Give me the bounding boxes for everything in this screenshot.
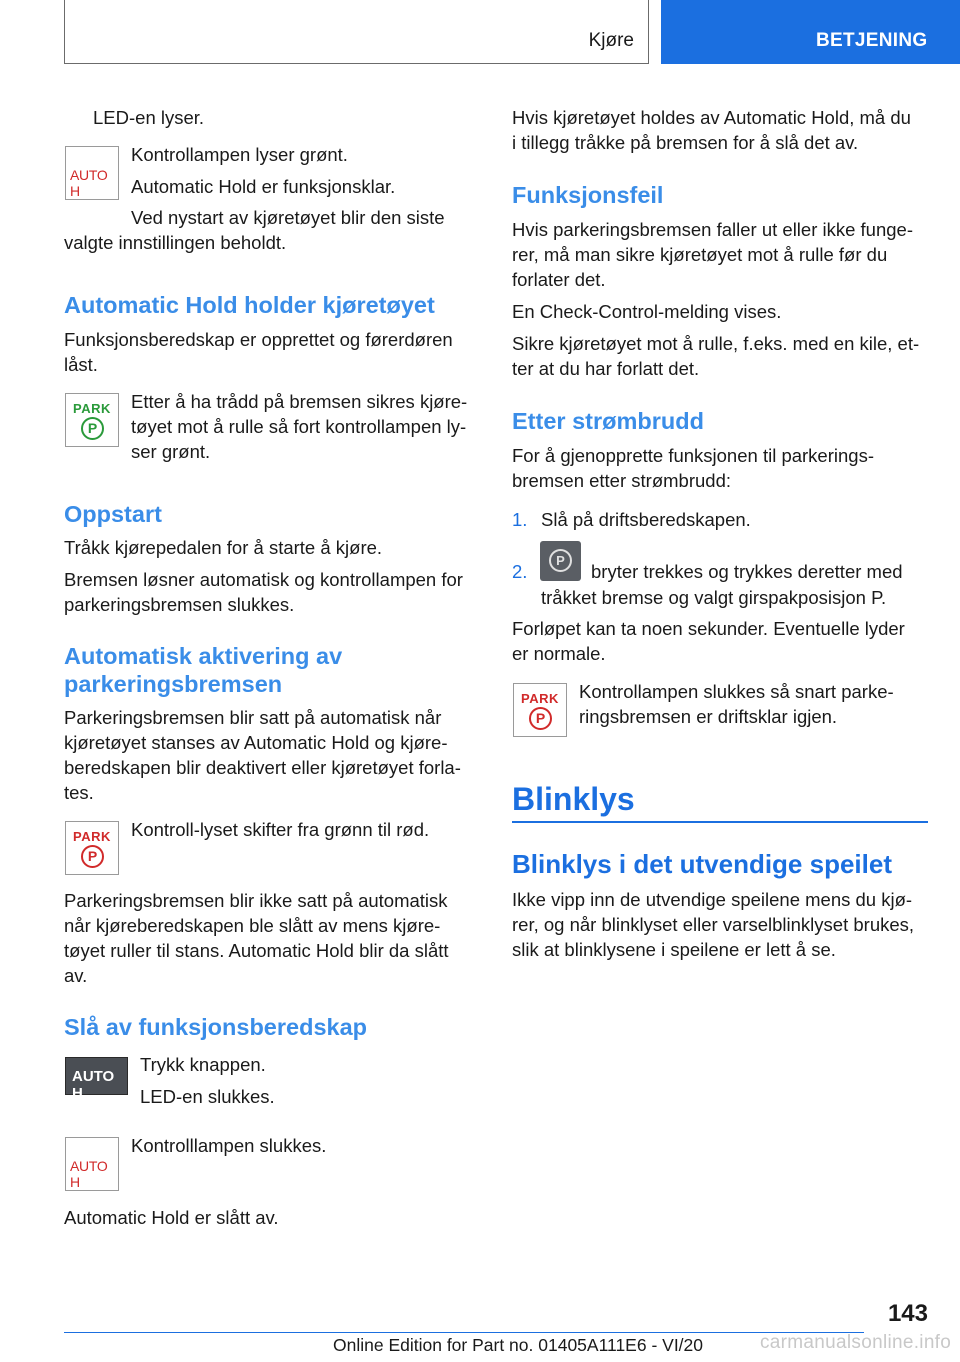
- paragraph: Kontrolllampen slukkes.: [131, 1135, 327, 1156]
- paragraph: LED-en lyser.: [93, 107, 205, 128]
- paragraph: Kontroll-lyset skifter fra grønn til rød.: [131, 819, 430, 840]
- heading-oppstart: Oppstart: [64, 501, 162, 527]
- paragraph: tøyet ruller til stans. Automatic Hold blir da slått: [64, 940, 449, 961]
- paragraph: Automatic Hold er funksjonsklar.: [131, 176, 396, 197]
- park-green-icon: PARK P: [65, 393, 119, 447]
- heading-sla-av: Slå av funksjonsberedskap: [64, 1014, 368, 1040]
- paragraph: Funksjonsberedskap er opprettet og førerdøren: [64, 329, 453, 350]
- paragraph: For å gjenopprette funksjonen til parkerings-: [512, 445, 874, 466]
- heading-etter-strombrudd: Etter strømbrudd: [512, 408, 704, 434]
- parking-brake-switch-icon: P: [540, 541, 581, 581]
- paragraph: låst.: [64, 354, 98, 375]
- list-item: bryter trekkes og trykkes deretter med: [591, 561, 903, 582]
- paragraph: av.: [64, 965, 88, 986]
- paragraph: Hvis parkeringsbremsen faller ut eller ikke funge-: [512, 219, 914, 240]
- paragraph: Forløpet kan ta noen sekunder. Eventuelle lyder: [512, 618, 905, 639]
- watermark: carmanualsonline.info: [760, 1332, 952, 1353]
- paragraph: Parkeringsbremsen blir satt på automatisk når: [64, 707, 442, 728]
- park-red-icon: PARK P: [513, 683, 567, 737]
- paragraph: Ikke vipp inn de utvendige speilene mens du kjø-: [512, 889, 913, 910]
- paragraph: Kontrollampen slukkes så snart parke-: [579, 681, 894, 702]
- heading-blinklys: Blinklys: [512, 781, 635, 817]
- paragraph: bremsen etter strømbrudd:: [512, 470, 731, 491]
- paragraph: Ved nystart av kjøretøyet blir den siste: [131, 207, 445, 228]
- heading-divider: [512, 821, 928, 823]
- header-tab-betjening[interactable]: BETJENING: [661, 0, 960, 64]
- paragraph: ter at du har forlatt det.: [512, 358, 700, 379]
- paragraph: kjøretøyet stanses av Automatic Hold og kjøre-: [64, 732, 448, 753]
- paragraph: Bremsen løsner automatisk og kontrollampen for: [64, 569, 463, 590]
- paragraph: Sikre kjøretøyet mot å rulle, f.eks. med en kile, et-: [512, 333, 920, 354]
- paragraph: forlater det.: [512, 269, 606, 290]
- paragraph: Kontrollampen lyser grønt.: [131, 144, 348, 165]
- paragraph: i tillegg tråkke på bremsen for å slå det av.: [512, 132, 859, 153]
- page-number: 143: [887, 1300, 928, 1327]
- paragraph: slik at blinklysene i speilene er lett å se.: [512, 939, 836, 960]
- paragraph: ser grønt.: [131, 441, 211, 462]
- list-number: 1.: [512, 509, 528, 530]
- paragraph: ringsbremsen er driftsklar igjen.: [579, 706, 838, 727]
- paragraph: En Check-Control-melding vises.: [512, 301, 782, 322]
- list-item: Slå på driftsberedskapen.: [541, 509, 751, 530]
- paragraph: er normale.: [512, 643, 606, 664]
- paragraph: tøyet mot å rulle så fort kontrollampen ly-: [131, 416, 467, 437]
- paragraph: valgte innstillingen beholdt.: [64, 232, 287, 253]
- paragraph: Automatic Hold er slått av.: [64, 1207, 279, 1228]
- paragraph: når kjøreberedskapen ble slått av mens kjøre-: [64, 915, 441, 936]
- heading-blinklys-speilet: Blinklys i det utvendige speilet: [512, 849, 892, 879]
- paragraph: rer, og når blinklyset eller varselblinklyset brukes,: [512, 914, 915, 935]
- paragraph: beredskapen blir deaktivert eller kjøretøyet forla-: [64, 757, 461, 778]
- header-section: Kjøre: [588, 30, 634, 51]
- footer-edition: Online Edition for Part no. 01405A111E6 - VI/20: [333, 1335, 704, 1355]
- auto-h-button-icon: AUTO H: [65, 1057, 128, 1095]
- heading-funksjonsfeil: Funksjonsfeil: [512, 182, 664, 208]
- heading-automatisk-aktivering: Automatisk aktivering av: [64, 643, 343, 669]
- auto-h-indicator-icon: AUTO H: [65, 146, 119, 200]
- heading-automatic-hold: Automatic Hold holder kjøretøyet: [64, 292, 435, 318]
- paragraph: LED-en slukkes.: [140, 1086, 275, 1107]
- header-frame: [64, 0, 649, 64]
- auto-h-indicator-icon: AUTO H: [65, 1137, 119, 1191]
- paragraph: Etter å ha trådd på bremsen sikres kjøre-: [131, 391, 468, 412]
- list-item: tråkket bremse og valgt girspakposisjon P.: [541, 587, 887, 608]
- heading-automatisk-aktivering-line2: parkeringsbremsen: [64, 671, 283, 697]
- paragraph: Parkeringsbremsen blir ikke satt på automatisk: [64, 890, 448, 911]
- park-red-icon: PARK P: [65, 821, 119, 875]
- paragraph: Trykk knappen.: [140, 1054, 266, 1075]
- paragraph: Tråkk kjørepedalen for å starte å kjøre.: [64, 537, 383, 558]
- paragraph: rer, må man sikre kjøretøyet mot å rulle før du: [512, 244, 888, 265]
- paragraph: parkeringsbremsen slukkes.: [64, 594, 295, 615]
- list-number: 2.: [512, 561, 528, 582]
- footer-divider: [64, 1332, 864, 1333]
- paragraph: tes.: [64, 782, 94, 803]
- paragraph: Hvis kjøretøyet holdes av Automatic Hold, må du: [512, 107, 911, 128]
